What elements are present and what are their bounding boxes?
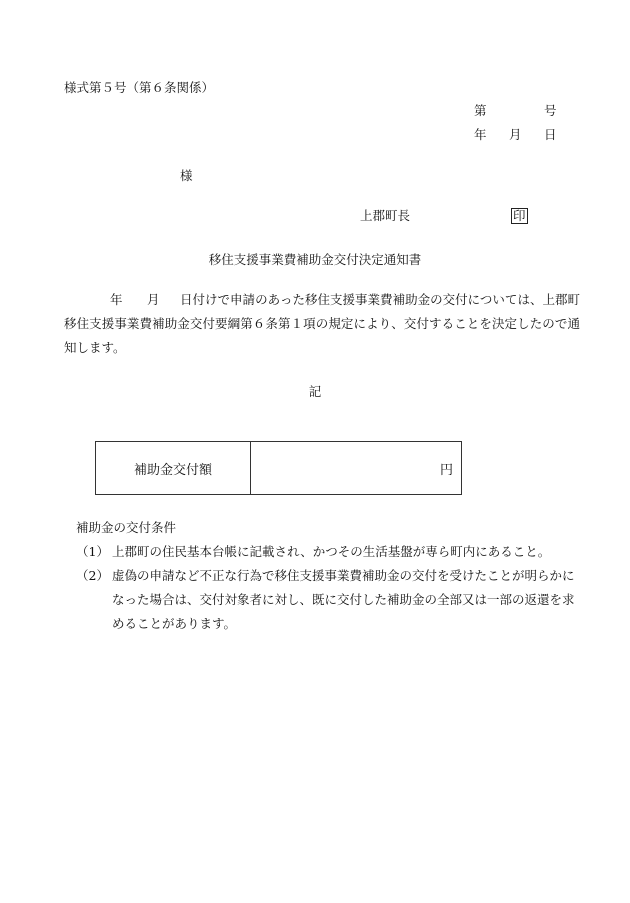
body-paragraph: [64, 288, 580, 360]
doc-number-suffix: 号: [544, 103, 557, 118]
date-day: 日: [544, 127, 557, 142]
condition-text: 上郡町の住民基本台帳に記載され、かつその生活基盤が専ら町内にあること。: [112, 544, 551, 559]
condition-item-1: [76, 540, 586, 564]
ki-heading: 記: [308, 384, 322, 399]
body-year: 年: [110, 292, 123, 307]
yen-unit: 円: [439, 462, 453, 478]
condition-text: 虚偽の申請など不正な行為で移住支援事業費補助金の交付を受けたことが明らかになった場合は、交付対象者に対し、既に交付した補助金の全部又は一部の返還を求めることがあります。: [112, 568, 575, 631]
condition-number: （1）: [76, 544, 109, 559]
seal-mark: 印: [513, 208, 526, 223]
subsidy-amount-table: [95, 441, 462, 495]
subsidy-amount-value: [251, 442, 461, 494]
date-month: 月: [509, 127, 522, 142]
condition-item-2: [76, 564, 584, 636]
body-text: 日付けで申請のあった移住支援事業費補助金の交付については、上郡町移住支援事業費補助金交付要綱第６条第１項の規定により、交付することを決定したので通知します。: [64, 292, 580, 355]
body-month: 月: [147, 292, 160, 307]
conditions-heading: 補助金の交付条件: [76, 520, 177, 535]
condition-number: （2）: [76, 568, 109, 583]
document-title: 移住支援事業費補助金交付決定通知書: [208, 252, 422, 267]
subsidy-amount-label: 補助金交付額: [96, 442, 251, 494]
date-year: 年: [474, 127, 487, 142]
doc-number-prefix: 第: [474, 103, 487, 118]
form-number: 様式第５号（第６条関係）: [64, 80, 215, 95]
issuer-name: 上郡町長: [360, 208, 411, 223]
recipient-honorific: 様: [180, 168, 193, 183]
